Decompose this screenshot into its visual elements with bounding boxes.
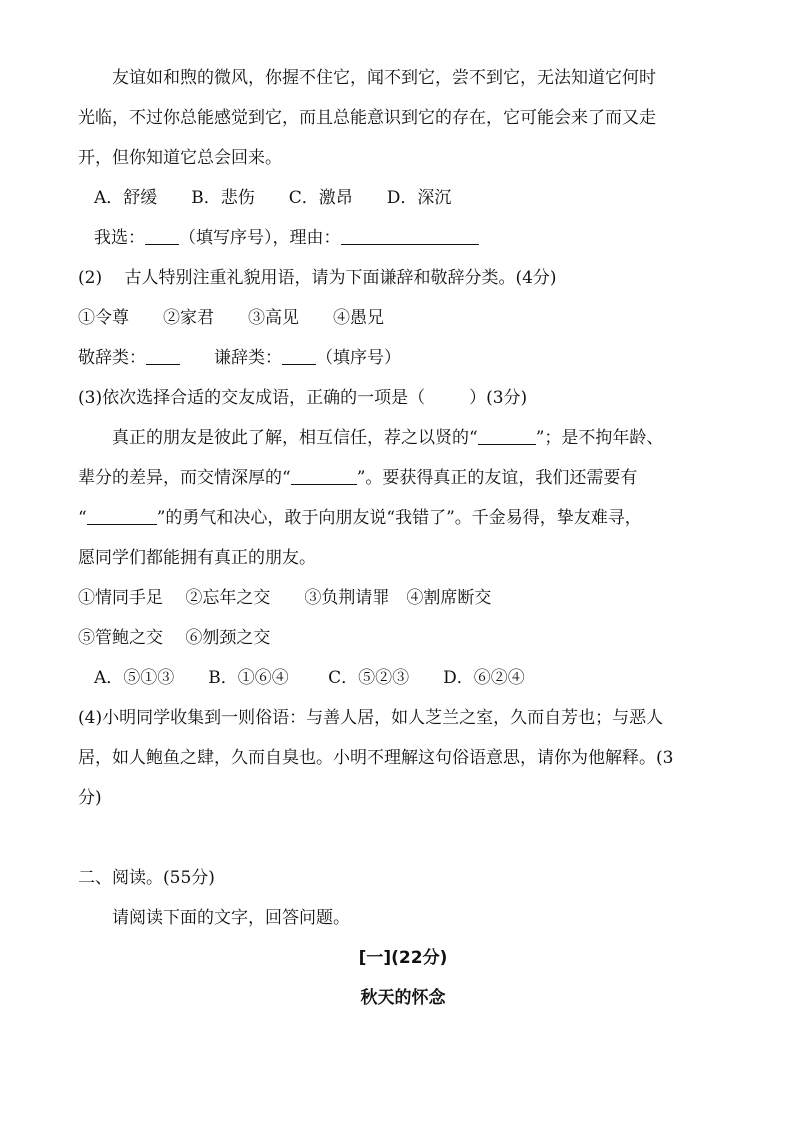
q3-text1-prefix: 真正的朋友是彼此了解，相互信任，荐之以贤的“: [112, 428, 478, 448]
q3-blank-1[interactable]: [478, 427, 536, 445]
q2-answer-line: [78, 338, 728, 378]
passage-line-2: 光临，不过你总能感觉到它，而且总能意识到它的存在，它可能会来了而又走: [78, 108, 656, 128]
q3-text1-suffix: ”；是不拘年龄、: [535, 428, 664, 448]
q3-blank-3[interactable]: [87, 507, 157, 525]
q1-reason-blank[interactable]: [341, 227, 479, 245]
answer-space: [78, 818, 728, 858]
q2-items: ①令尊 ②家君 ③高见 ④愚兄: [78, 308, 384, 328]
q2-answer-prefix: 敬辞类：: [78, 348, 146, 368]
q1-choice-blank[interactable]: [145, 227, 179, 245]
q3-stem-suffix: ）(3分): [469, 388, 528, 408]
q1-choose-prefix: 我选：: [94, 228, 145, 248]
q1-choose-line: [78, 218, 728, 258]
q3-text2-suffix: ”。要获得真正的友谊，我们还需要有: [356, 468, 638, 488]
passage-line-1: 友谊如和煦的微风，你握不住它，闻不到它，尝不到它，无法知道它何时: [112, 68, 656, 88]
q3-items-1: ①情同手足 ②忘年之交 ③负荆请罪 ④割席断交: [78, 588, 492, 608]
q3-items-2: ⑤管鲍之交 ⑥刎颈之交: [78, 628, 271, 648]
q3-blank-2[interactable]: [291, 467, 357, 485]
q3-text-line-2: [78, 458, 728, 498]
q3-options: A．⑤①③ B．①⑥④ C．⑤②③ D．⑥②④: [94, 668, 525, 688]
part-heading: [一](22分): [358, 948, 448, 968]
q1-choose-mid: （填写序号），理由：: [179, 228, 341, 248]
q4-line-1: (4)小明同学收集到一则俗语：与善人居，如人芝兰之室，久而自芳也；与恶人: [78, 708, 664, 728]
q3-text-line-4: 愿同学们都能拥有真正的朋友。: [78, 548, 316, 568]
q4-line-3: 分): [78, 788, 102, 808]
q3-text3-prefix: “: [78, 508, 87, 528]
q2-answer-suffix: （填序号）: [316, 348, 401, 368]
q2-respect-blank[interactable]: [146, 347, 180, 365]
article-title: 秋天的怀念: [360, 988, 446, 1008]
q2-stem: (2) 古人特别注重礼貌用语，请为下面谦辞和敬辞分类。(4分): [78, 268, 557, 288]
q3-text3-suffix: ”的勇气和决心，敢于向朋友说“我错了”。千金易得，挚友难寻，: [156, 508, 642, 528]
document-page: [78, 58, 728, 1018]
section-2-instruction: 请阅读下面的文字，回答问题。: [112, 908, 350, 928]
q3-text-line-3: [78, 498, 728, 538]
q1-options: A．舒缓 B．悲伤 C．激昂 D．深沉: [94, 188, 452, 208]
section-2-title: 二、阅读。(55分): [78, 868, 215, 888]
q3-text-line-1: [78, 418, 728, 458]
q3-stem: [78, 378, 728, 418]
q3-text2-prefix: 辈分的差异，而交情深厚的“: [78, 468, 291, 488]
q2-humble-blank[interactable]: [282, 347, 316, 365]
q3-stem-prefix: (3)依次选择合适的交友成语，正确的一项是（: [78, 388, 426, 408]
passage-line-3: 开，但你知道它总会回来。: [78, 148, 282, 168]
q4-line-2: 居，如人鲍鱼之肆，久而自臭也。小明不理解这句俗语意思，请你为他解释。(3: [78, 748, 674, 768]
q2-answer-mid: 谦辞类：: [180, 348, 282, 368]
